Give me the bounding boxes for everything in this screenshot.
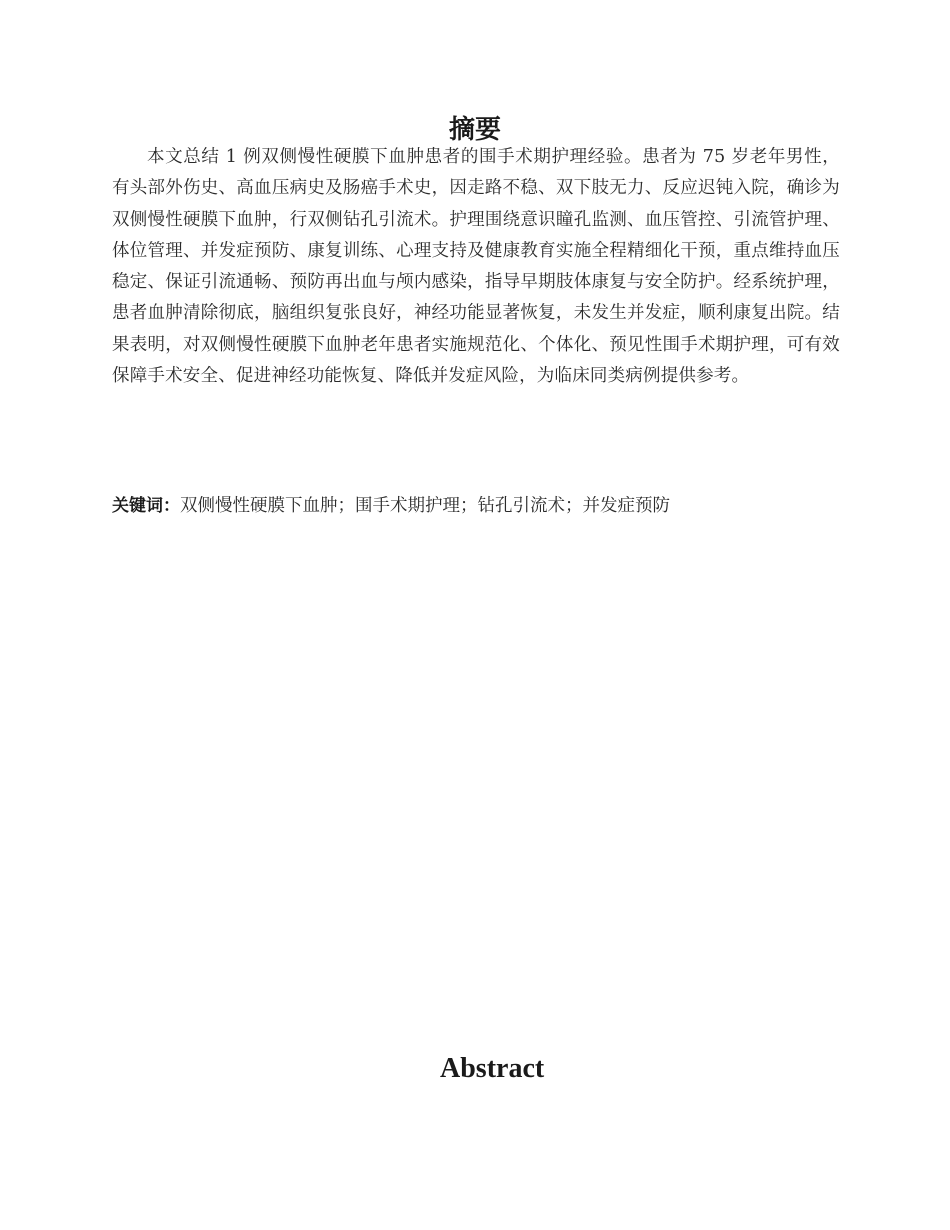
keywords-text: 双侧慢性硬膜下血肿；围手术期护理；钻孔引流术；并发症预防 xyxy=(180,496,670,516)
keywords-line xyxy=(112,492,840,520)
abstract-body-cn: 本文总结 1 例双侧慢性硬膜下血肿患者的围手术期护理经验。患者为 75 岁老年男性，有头部外伤史、高血压病史及肠癌手术史，因走路不稳、双下肢无力、反应迟钝入院，确诊为双侧慢性硬膜下血肿，行双侧钻孔引流术。护理围绕意识瞳孔监测、血压管控、引流管护理、体位管理、并发症预防、康复训练、心理支持及健康教育实施全程精细化干预，重点维持血压稳定、保证引流通畅、预防再出血与颅内感染，指导早期肢体康复与安全防护。经系统护理，患者血肿清除彻底，脑组织复张良好，神经功能显著恢复，未发生并发症，顺利康复出院。结果表明，对双侧慢性硬膜下血肿老年患者实施规范化、个体化、预见性围手术期护理，可有效保障手术安全、促进神经功能恢复、降低并发症风险，为临床同类病例提供参考。 xyxy=(112,147,840,387)
abstract-title-cn: 摘要 xyxy=(448,115,501,145)
abstract-title-en: Abstract xyxy=(440,1053,545,1084)
keywords-label: 关键词： xyxy=(112,496,180,516)
